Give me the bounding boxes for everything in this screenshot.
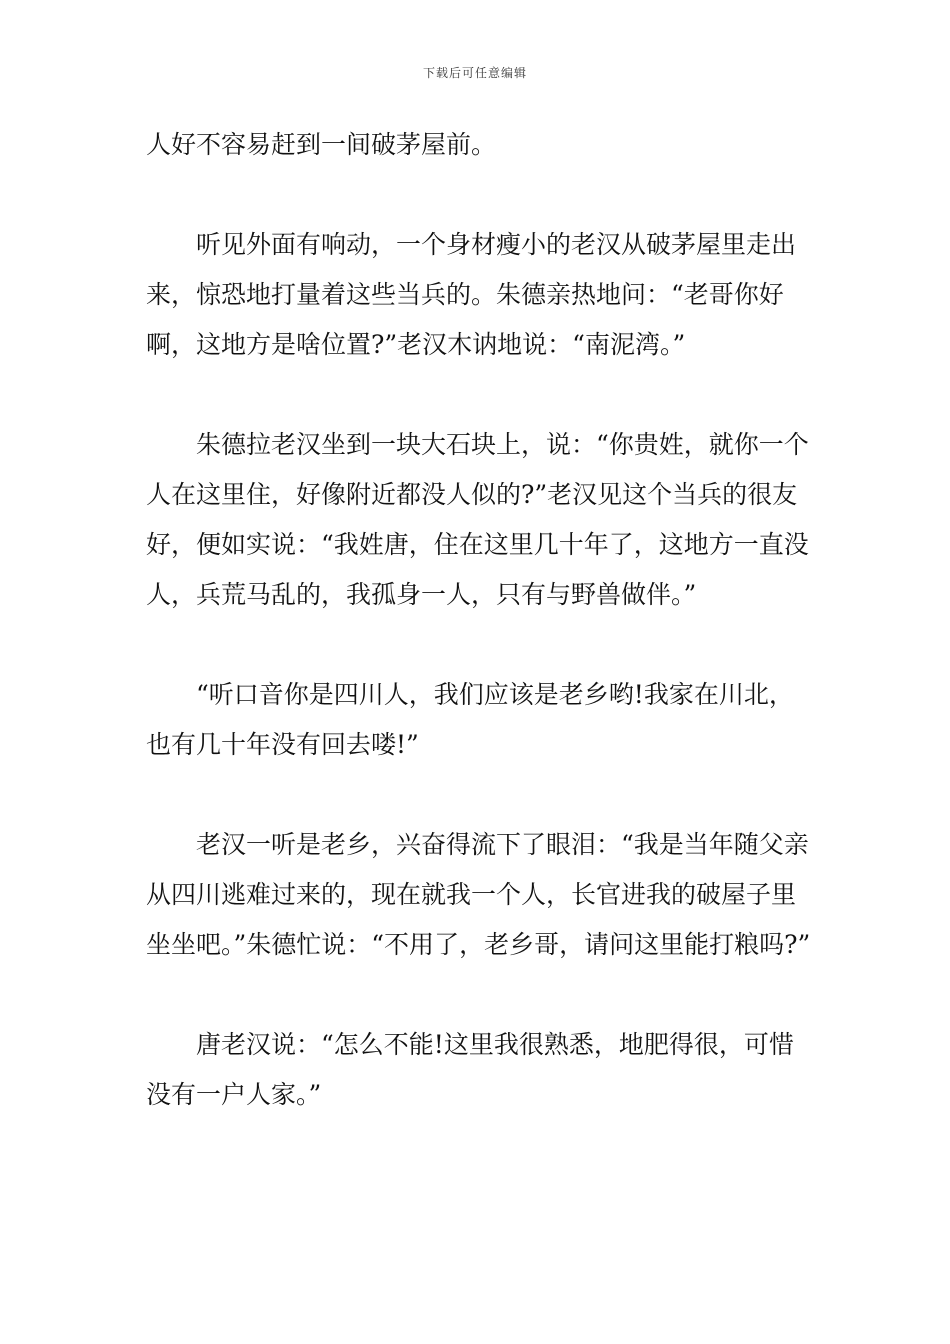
paragraph-2: 听见外面有响动，一个身材瘦小的老汉从破茅屋里走出来，惊恐地打量着这些当兵的。朱德亲热地问：“老哥你好啊，这地方是啥位置?”老汉木讷地说：“南泥湾。” (146, 230, 797, 359)
paragraph-6: 唐老汉说：“怎么不能!这里我很熟悉，地肥得很，可惜没有一户人家。” (146, 1030, 794, 1109)
document-body (146, 120, 814, 1170)
paragraph-4: “听口音你是四川人，我们应该是老乡哟!我家在川北，也有几十年没有回去喽!” (146, 680, 794, 759)
page-header-note: 下载后可任意编辑 (422, 66, 527, 80)
paragraph-3: 朱德拉老汉坐到一块大石块上，说：“你贵姓，就你一个人在这里住，好像附近都没人似的?”老汉见这个当兵的很友好，便如实说：“我姓唐，住在这里几十年了，这地方一直没人，兵荒马乱的，我孤身一人，只有与野兽做伴。” (146, 430, 809, 609)
paragraph-1: 人好不容易赶到一间破茅屋前。 (146, 130, 497, 159)
paragraph-5: 老汉一听是老乡，兴奋得流下了眼泪：“我是当年随父亲从四川逃难过来的，现在就我一个人，长官进我的破屋子里坐坐吧。”朱德忙说：“不用了，老乡哥，请问这里能打粮吗?” (146, 830, 811, 959)
